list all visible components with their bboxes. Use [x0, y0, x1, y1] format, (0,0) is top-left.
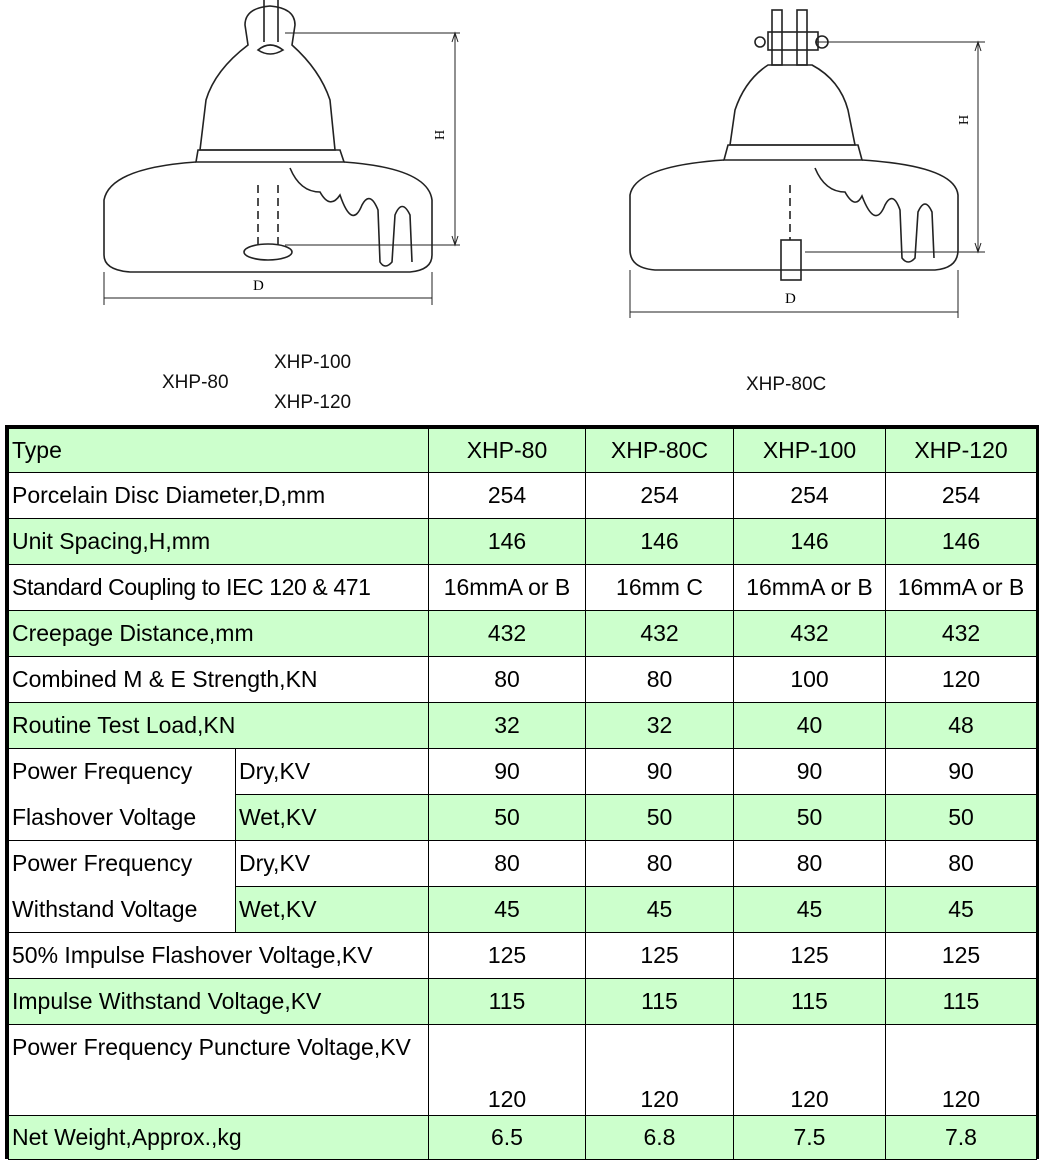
header-type-label: Type [9, 429, 429, 473]
withstand-label-bottom: Withstand Voltage [9, 887, 236, 933]
left-insulator-drawing [104, 0, 460, 305]
cell: 432 [586, 611, 734, 657]
row-label: 50% Impulse Flashover Voltage,KV [9, 933, 429, 979]
row-label: Porcelain Disc Diameter,D,mm [9, 473, 429, 519]
cell: 32 [429, 703, 586, 749]
cell: 16mmA or B [734, 565, 886, 611]
cell: 120 [586, 1025, 734, 1116]
cell: 6.5 [429, 1116, 586, 1160]
cell: 80 [429, 657, 586, 703]
cell: 120 [886, 657, 1037, 703]
row-label: Creepage Distance,mm [9, 611, 429, 657]
table-row [9, 933, 1037, 979]
row-label: Impulse Withstand Voltage,KV [9, 979, 429, 1025]
cell: 120 [429, 1025, 586, 1116]
cell: 90 [886, 749, 1037, 795]
cell: 90 [734, 749, 886, 795]
row-label: Standard Coupling to IEC 120 & 471 [9, 565, 429, 611]
cell: 120 [734, 1025, 886, 1116]
table-row [9, 887, 1037, 933]
cell: 45 [429, 887, 586, 933]
cell: 115 [586, 979, 734, 1025]
flashover-wet-label: Wet,KV [236, 795, 429, 841]
cell: 50 [886, 795, 1037, 841]
table-row [9, 703, 1037, 749]
cell: 50 [586, 795, 734, 841]
cell: 115 [429, 979, 586, 1025]
cell: 125 [429, 933, 586, 979]
cell: 254 [886, 473, 1037, 519]
cell: 432 [734, 611, 886, 657]
caption-xhp-100: XHP-100 [274, 352, 352, 373]
flashover-dry-label: Dry,KV [236, 749, 429, 795]
flashover-label-bottom: Flashover Voltage [9, 795, 236, 841]
header-col-1: XHP-80 [429, 429, 586, 473]
cell: 125 [734, 933, 886, 979]
table-row [9, 657, 1037, 703]
cell: 32 [586, 703, 734, 749]
cell: 80 [586, 841, 734, 887]
cell: 7.5 [734, 1116, 886, 1160]
row-label: Combined M & E Strength,KN [9, 657, 429, 703]
right-insulator-drawing [630, 10, 985, 318]
flashover-label-top: Power Frequency [9, 749, 236, 795]
cell: 146 [586, 519, 734, 565]
cell: 45 [586, 887, 734, 933]
cell: 146 [429, 519, 586, 565]
table-row [9, 611, 1037, 657]
header-col-3: XHP-100 [734, 429, 886, 473]
left-dim-d: D [253, 278, 264, 294]
cell: 254 [586, 473, 734, 519]
cell: 80 [586, 657, 734, 703]
table-row [9, 841, 1037, 887]
withstand-label-top: Power Frequency [9, 841, 236, 887]
caption-xhp-120: XHP-120 [274, 392, 352, 413]
cell: 90 [429, 749, 586, 795]
table-header-row [9, 429, 1037, 473]
header-col-2: XHP-80C [586, 429, 734, 473]
caption-xhp-80: XHP-80 [162, 372, 229, 393]
cell: 40 [734, 703, 886, 749]
right-dim-h: H [957, 114, 972, 125]
cell: 125 [586, 933, 734, 979]
cell: 146 [734, 519, 886, 565]
cell: 120 [886, 1025, 1037, 1116]
cell: 100 [734, 657, 886, 703]
cell: 45 [734, 887, 886, 933]
cell: 16mm C [586, 565, 734, 611]
cell: 50 [734, 795, 886, 841]
cell: 7.8 [886, 1116, 1037, 1160]
table-row [9, 473, 1037, 519]
row-label: Routine Test Load,KN [9, 703, 429, 749]
caption-xhp-80c: XHP-80C [746, 374, 827, 395]
table-row [9, 519, 1037, 565]
cell: 115 [886, 979, 1037, 1025]
cell: 16mmA or B [429, 565, 586, 611]
cell: 432 [429, 611, 586, 657]
table-row [9, 749, 1037, 795]
left-dim-h: H [433, 129, 448, 140]
cell: 254 [734, 473, 886, 519]
cell: 125 [886, 933, 1037, 979]
row-label: Unit Spacing,H,mm [9, 519, 429, 565]
cell: 80 [886, 841, 1037, 887]
withstand-dry-label: Dry,KV [236, 841, 429, 887]
table-row [9, 565, 1037, 611]
cell: 80 [429, 841, 586, 887]
insulator-drawings [0, 0, 1050, 420]
row-label: Power Frequency Puncture Voltage,KV [9, 1025, 429, 1116]
table-row [9, 1116, 1037, 1160]
table-row [9, 1025, 1037, 1116]
cell: 6.8 [586, 1116, 734, 1160]
cell: 50 [429, 795, 586, 841]
row-label: Net Weight,Approx.,kg [9, 1116, 429, 1160]
table-row [9, 979, 1037, 1025]
table-row [9, 795, 1037, 841]
cell: 16mmA or B [886, 565, 1037, 611]
cell: 146 [886, 519, 1037, 565]
cell: 90 [586, 749, 734, 795]
header-col-4: XHP-120 [886, 429, 1037, 473]
cell: 432 [886, 611, 1037, 657]
cell: 80 [734, 841, 886, 887]
withstand-wet-label: Wet,KV [236, 887, 429, 933]
cell: 48 [886, 703, 1037, 749]
cell: 45 [886, 887, 1037, 933]
right-dim-d: D [785, 291, 796, 307]
spec-table [5, 425, 1039, 1159]
cell: 254 [429, 473, 586, 519]
spec-table-grid [8, 428, 1037, 1160]
cell: 115 [734, 979, 886, 1025]
